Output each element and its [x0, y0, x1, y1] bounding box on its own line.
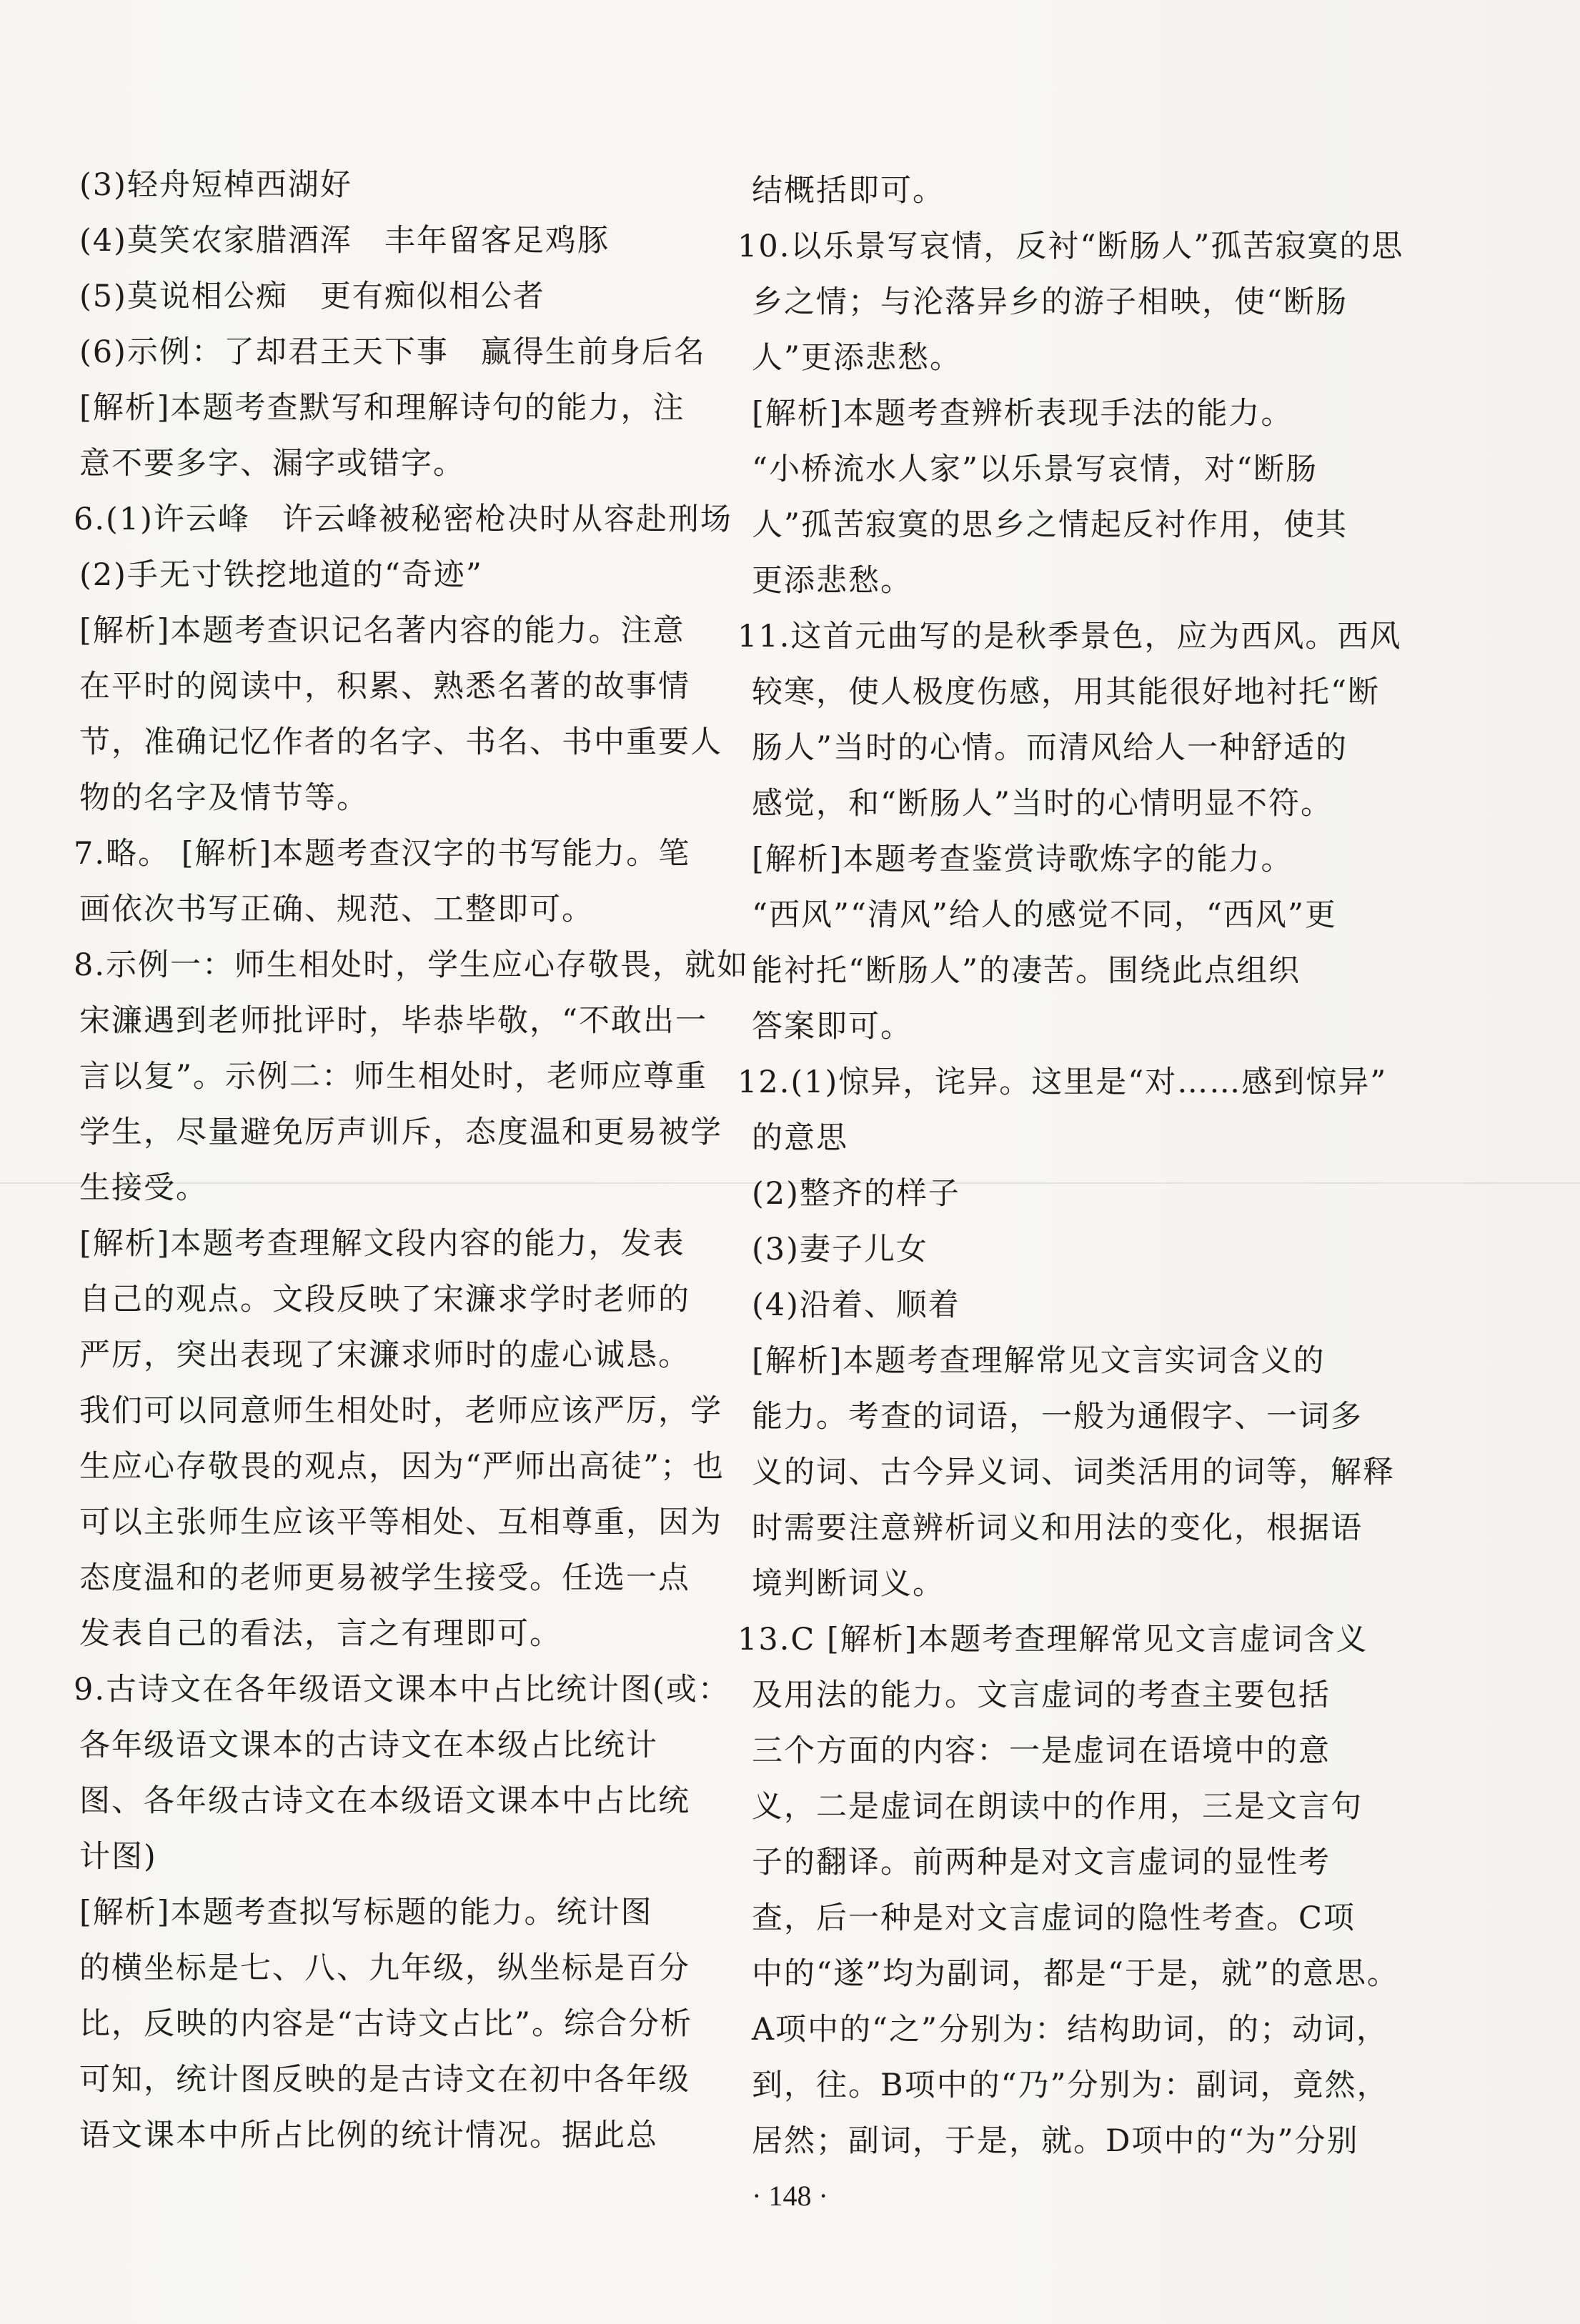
- right-column-line: 能力。考查的词语，一般为通假字、一词多: [752, 1399, 1363, 1435]
- left-column-line: 6.(1)许云峰 许云峰被秘密枪决时从容赴刑场: [74, 502, 732, 537]
- left-column-line: 比，反映的内容是“古诗文占比”。综合分析: [79, 2006, 692, 2042]
- right-column-line: 三个方面的内容：一是虚词在语境中的意: [752, 1733, 1331, 1769]
- right-column-line: 人”更添悲愁。: [752, 340, 962, 376]
- right-column-line: 10.以乐景写哀情，反衬“断肠人”孤苦寂寞的思: [737, 229, 1404, 264]
- right-column-line: A项中的“之”分别为：结构助词，的；动词，: [752, 2012, 1389, 2048]
- left-column-line: 物的名字及情节等。: [79, 780, 369, 816]
- left-column-line: (4)莫笑农家腊酒浑 丰年留客足鸡豚: [79, 223, 610, 259]
- left-column-line: 语文课本中所占比例的统计情况。据此总: [79, 2118, 658, 2153]
- left-column-line: 的横坐标是七、八、九年级，纵坐标是百分: [79, 1950, 690, 1986]
- right-column-line: “西风”“清风”给人的感觉不同，“西风”更: [752, 897, 1337, 933]
- right-column-line: “小桥流水人家”以乐景写哀情，对“断肠: [752, 452, 1318, 487]
- left-column-line: [解析]本题考查理解文段内容的能力，发表: [79, 1226, 685, 1262]
- right-column-line: 答案即可。: [752, 1009, 913, 1044]
- right-column-line: 13.C [解析]本题考查理解常见文言虚词含义: [737, 1622, 1368, 1657]
- left-column-line: 我们可以同意师生相处时，老师应该严厉，学: [79, 1393, 722, 1429]
- left-column-line: 画依次书写正确、规范、工整即可。: [79, 892, 594, 927]
- left-column: [74, 157, 750, 2163]
- right-column-line: [解析]本题考查辨析表现手法的能力。: [752, 396, 1293, 432]
- left-column-line: 态度温和的老师更易被学生接受。任选一点: [79, 1560, 690, 1596]
- left-column-line: (5)莫说相公痴 更有痴似相公者: [79, 279, 545, 314]
- left-column-line: 可知，统计图反映的是古诗文在初中各年级: [79, 2062, 690, 2098]
- right-column-line: 11.这首元曲写的是秋季景色，应为西风。西风: [737, 619, 1402, 654]
- left-column-line: 学生，尽量避免厉声训斥，态度温和更易被学: [79, 1114, 722, 1150]
- right-column-line: 查，后一种是对文言虚词的隐性考查。C项: [752, 1900, 1356, 1936]
- left-column-line: 宋濂遇到老师批评时，毕恭毕敬，“不敢出一: [79, 1003, 707, 1039]
- left-column-line: 9.古诗文在各年级语文课本中占比统计图(或：: [74, 1672, 730, 1707]
- left-column-line: 节，准确记忆作者的名字、书名、书中重要人: [79, 724, 722, 760]
- right-column-line: 结概括即可。: [752, 173, 945, 209]
- right-column-line: (4)沿着、顺着: [752, 1287, 960, 1323]
- left-column-line: 8.示例一：师生相处时，学生应心存敬畏，就如: [74, 947, 750, 983]
- right-column-line: 较寒，使人极度伤感，用其能很好地衬托“断: [752, 674, 1380, 710]
- left-column-line: 可以主张师生应该平等相处、互相尊重，因为: [79, 1505, 722, 1540]
- left-column-line: (6)示例：了却君王天下事 赢得生前身后名: [79, 334, 706, 370]
- left-column-line: 生接受。: [79, 1170, 208, 1206]
- right-column-line: 及用法的能力。文言虚词的考查主要包括: [752, 1677, 1331, 1713]
- right-column-line: 居然；副词，于是，就。D项中的“为”分别: [752, 2123, 1359, 2159]
- right-column-line: 乡之情；与沦落异乡的游子相映，使“断肠: [752, 284, 1348, 320]
- right-column-line: 子的翻译。前两种是对文言虚词的显性考: [752, 1845, 1331, 1880]
- right-column-line: 感觉，和“断肠人”当时的心情明显不符。: [752, 786, 1333, 822]
- right-column-line: 能衬托“断肠人”的凄苦。围绕此点组织: [752, 953, 1301, 989]
- right-column-line: 义的词、古今异义词、词类活用的词等，解释: [752, 1455, 1395, 1490]
- left-column-line: [解析]本题考查默写和理解诗句的能力，注: [79, 390, 685, 426]
- left-column-line: 计图): [79, 1839, 157, 1875]
- left-column-line: [解析]本题考查拟写标题的能力。统计图: [79, 1895, 653, 1930]
- left-column-line: 图、各年级古诗文在本级语文课本中占比统: [79, 1783, 690, 1819]
- left-column-line: 7.略。 [解析]本题考查汉字的书写能力。笔: [74, 836, 691, 872]
- left-column-line: (3)轻舟短棹西湖好: [79, 167, 352, 203]
- right-column-line: 境判断词义。: [752, 1566, 945, 1602]
- right-column-line: 中的“遂”均为副词，都是“于是，就”的意思。: [752, 1956, 1399, 1992]
- left-column-line: 在平时的阅读中，积累、熟悉名著的故事情: [79, 669, 690, 704]
- left-column-line: 各年级语文课本的古诗文在本级占比统计: [79, 1727, 658, 1763]
- left-column-line: 严厉，突出表现了宋濂求师时的虚心诚恳。: [79, 1337, 690, 1373]
- right-column-line: (3)妻子儿女: [752, 1232, 928, 1267]
- right-column-line: [解析]本题考查理解常见文言实词含义的: [752, 1343, 1326, 1379]
- right-column-line: [解析]本题考查鉴赏诗歌炼字的能力。: [752, 842, 1293, 877]
- left-column-line: 意不要多字、漏字或错字。: [79, 446, 465, 482]
- right-column-line: (2)整齐的样子: [752, 1176, 960, 1212]
- left-column-line: (2)手无寸铁挖地道的“奇迹”: [79, 557, 483, 593]
- right-column-line: 义，二是虚词在朗读中的作用，三是文言句: [752, 1789, 1363, 1825]
- left-column-line: 言以复”。示例二：师生相处时，老师应尊重: [79, 1059, 707, 1094]
- right-column-line: 到，往。B项中的“乃”分别为：副词，竟然，: [752, 2068, 1389, 2103]
- left-column-line: 自己的观点。文段反映了宋濂求学时老师的: [79, 1282, 690, 1317]
- right-column-line: 的意思: [752, 1120, 848, 1156]
- left-column-line: 生应心存敬畏的观点，因为“严师出高徒”；也: [79, 1449, 725, 1485]
- right-column-line: 人”孤苦寂寞的思乡之情起反衬作用，使其: [752, 507, 1348, 543]
- right-column-line: 肠人”当时的心情。而清风给人一种舒适的: [752, 730, 1348, 766]
- left-column-line: 发表自己的看法，言之有理即可。: [79, 1616, 562, 1652]
- right-column-line: 更添悲愁。: [752, 563, 913, 599]
- right-column-line: 时需要注意辨析词义和用法的变化，根据语: [752, 1510, 1363, 1546]
- right-column: [737, 163, 1429, 2169]
- right-column-line: 12.(1)惊异，诧异。这里是“对……感到惊异”: [737, 1064, 1388, 1100]
- left-column-line: [解析]本题考查识记名著内容的能力。注意: [79, 613, 685, 649]
- page-number: · 148 ·: [752, 2180, 828, 2212]
